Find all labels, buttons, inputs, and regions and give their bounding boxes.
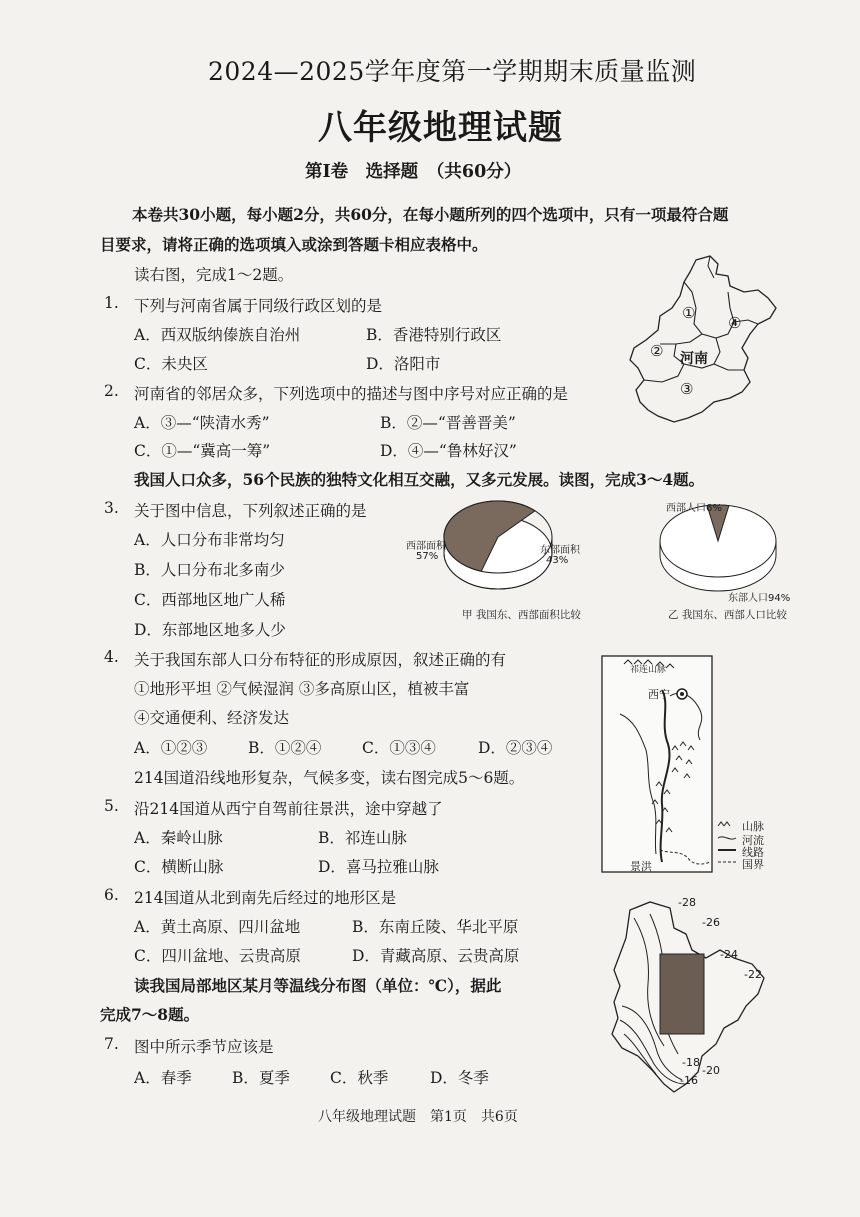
- legend-border: 国界: [742, 858, 764, 871]
- pie-value-east: 43%: [546, 555, 569, 566]
- map-label-henan: 河南: [680, 351, 708, 367]
- isotherm-label-16: -16: [680, 1074, 698, 1087]
- pie-label-west-pop: 西部人口6%: [666, 503, 722, 514]
- question-number: 7.: [104, 1035, 119, 1053]
- question-number: 1.: [104, 294, 119, 312]
- option-a[interactable]: A．③—“陕清水秀”: [134, 414, 270, 432]
- isotherm-label-20: -20: [702, 1064, 720, 1077]
- henan-neighbor-map: [618, 252, 788, 427]
- option-d[interactable]: D．喜马拉雅山脉: [318, 858, 439, 876]
- pie-label-west: 西部面积: [406, 541, 446, 552]
- legend-route: 线路: [742, 846, 764, 859]
- exam-title: 2024—2025学年度第一学期期末质量监测: [208, 57, 697, 86]
- question-number: 3.: [104, 499, 119, 517]
- map-label-3: ③: [680, 380, 694, 398]
- question-stem: 关于图中信息，下列叙述正确的是: [134, 502, 367, 520]
- option-c[interactable]: C．西部地区地广人稀: [134, 591, 286, 609]
- legend-river: 河流: [742, 834, 764, 847]
- option-a[interactable]: A．人口分布非常均匀: [134, 531, 285, 549]
- option-b[interactable]: B．人口分布北多南少: [134, 561, 285, 579]
- option-a[interactable]: A．黄土高原、四川盆地: [134, 918, 301, 936]
- option-a[interactable]: A．秦岭山脉: [134, 829, 223, 847]
- option-c[interactable]: C．横断山脉: [134, 858, 224, 876]
- map-label-1: ①: [682, 304, 696, 322]
- isotherm-label-24: -24: [720, 948, 738, 961]
- question-number: 2.: [104, 382, 119, 400]
- instructions-line1: 本卷共30小题，每小题2分，共60分，在每小题所列的四个选项中，只有一项最符合题: [132, 205, 729, 224]
- intro-q1-2: 读右图，完成1～2题。: [134, 266, 294, 284]
- subject-title: 八年级地理试题: [318, 108, 563, 148]
- map-label-4: ④: [728, 314, 742, 332]
- intro-q5-6: 214国道沿线地形复杂，气候多变，读右图完成5～6题。: [134, 769, 525, 787]
- option-a[interactable]: A．春季: [134, 1069, 192, 1087]
- question-stem: 关于我国东部人口分布特征的形成原因，叙述正确的有: [134, 651, 507, 669]
- option-b[interactable]: B．香港特别行政区: [366, 326, 502, 344]
- option-c[interactable]: C．四川盆地、云贵高原: [134, 947, 301, 965]
- question-stem: 河南省的邻居众多，下列选项中的描述与图中序号对应正确的是: [134, 385, 569, 403]
- isotherm-label-18: -18: [682, 1056, 700, 1069]
- option-c[interactable]: C．①③④: [362, 739, 436, 757]
- map-label-2: ②: [650, 342, 664, 360]
- intro-q7-8-line2: 完成7～8题。: [100, 1005, 200, 1024]
- pie-caption-pop: 乙 我国东、西部人口比较: [668, 609, 787, 621]
- instructions-line2: 目要求，请将正确的选项填入或涂到答题卡相应表格中。: [100, 235, 488, 254]
- option-b[interactable]: B．②—“晋善晋美”: [380, 414, 516, 432]
- option-d[interactable]: D．青藏高原、云贵高原: [352, 947, 520, 965]
- route-214-map: [600, 654, 790, 876]
- question-stem: 214国道从北到南先后经过的地形区是: [134, 889, 397, 907]
- pie-label-east-pop: 东部人口94%: [728, 593, 791, 604]
- pie-value-west: 57%: [416, 551, 439, 562]
- option-d[interactable]: D．冬季: [430, 1069, 489, 1087]
- isotherm-label-26: -26: [702, 916, 720, 929]
- option-d[interactable]: D．④—“鲁林好汉”: [380, 442, 517, 460]
- question-stem-line2: ①地形平坦 ②气候湿润 ③多高原山区，植被丰富: [134, 680, 470, 698]
- option-c[interactable]: C．①—“冀高一筹”: [134, 442, 271, 460]
- intro-q3-4: 我国人口众多，56个民族的独特文化相互交融，又多元发展。读图，完成3～4题。: [134, 470, 705, 489]
- pie-area-chart: [400, 495, 590, 625]
- question-stem: 沿214国道从西宁自驾前往景洪，途中穿越了: [134, 800, 443, 818]
- option-b[interactable]: B．东南丘陵、华北平原: [352, 918, 519, 936]
- option-b[interactable]: B．①②④: [248, 739, 322, 757]
- isotherm-label-22: -22: [744, 968, 762, 981]
- option-a[interactable]: A．西双版纳傣族自治州: [134, 326, 301, 344]
- pie-label-east: 东部面积: [540, 545, 580, 556]
- option-b[interactable]: B．祁连山脉: [318, 829, 407, 847]
- pie-population-chart: [648, 495, 798, 625]
- isotherm-label-28: -28: [678, 896, 696, 909]
- question-number: 6.: [104, 886, 119, 904]
- map-label-jinghong: 景洪: [630, 860, 652, 873]
- option-d[interactable]: D．东部地区地多人少: [134, 621, 286, 639]
- isotherm-map: [590, 888, 790, 1103]
- map-label-xining: 西宁: [648, 688, 670, 701]
- option-c[interactable]: C．秋季: [330, 1069, 389, 1087]
- option-b[interactable]: B．夏季: [232, 1069, 290, 1087]
- section-title: 第Ⅰ卷 选择题 （共60分）: [305, 162, 522, 182]
- question-stem-line3: ④交通便利、经济发达: [134, 709, 290, 727]
- intro-q7-8-line1: 读我国局部地区某月等温线分布图（单位：℃），据此: [134, 976, 502, 995]
- option-d[interactable]: D．②③④: [478, 739, 553, 757]
- map-label-qilian: 祁连山脉: [630, 665, 667, 675]
- question-number: 5.: [104, 797, 119, 815]
- page-footer: 八年级地理试题 第1页 共6页: [318, 1109, 518, 1125]
- option-a[interactable]: A．①②③: [134, 739, 208, 757]
- question-stem: 下列与河南省属于同级行政区划的是: [134, 297, 383, 315]
- question-number: 4.: [104, 648, 119, 666]
- option-c[interactable]: C．未央区: [134, 355, 208, 373]
- option-d[interactable]: D．洛阳市: [366, 355, 441, 373]
- question-stem: 图中所示季节应该是: [134, 1038, 274, 1056]
- legend-mountain: 山脉: [742, 820, 764, 833]
- pie-caption-area: 甲 我国东、西部面积比较: [462, 609, 581, 621]
